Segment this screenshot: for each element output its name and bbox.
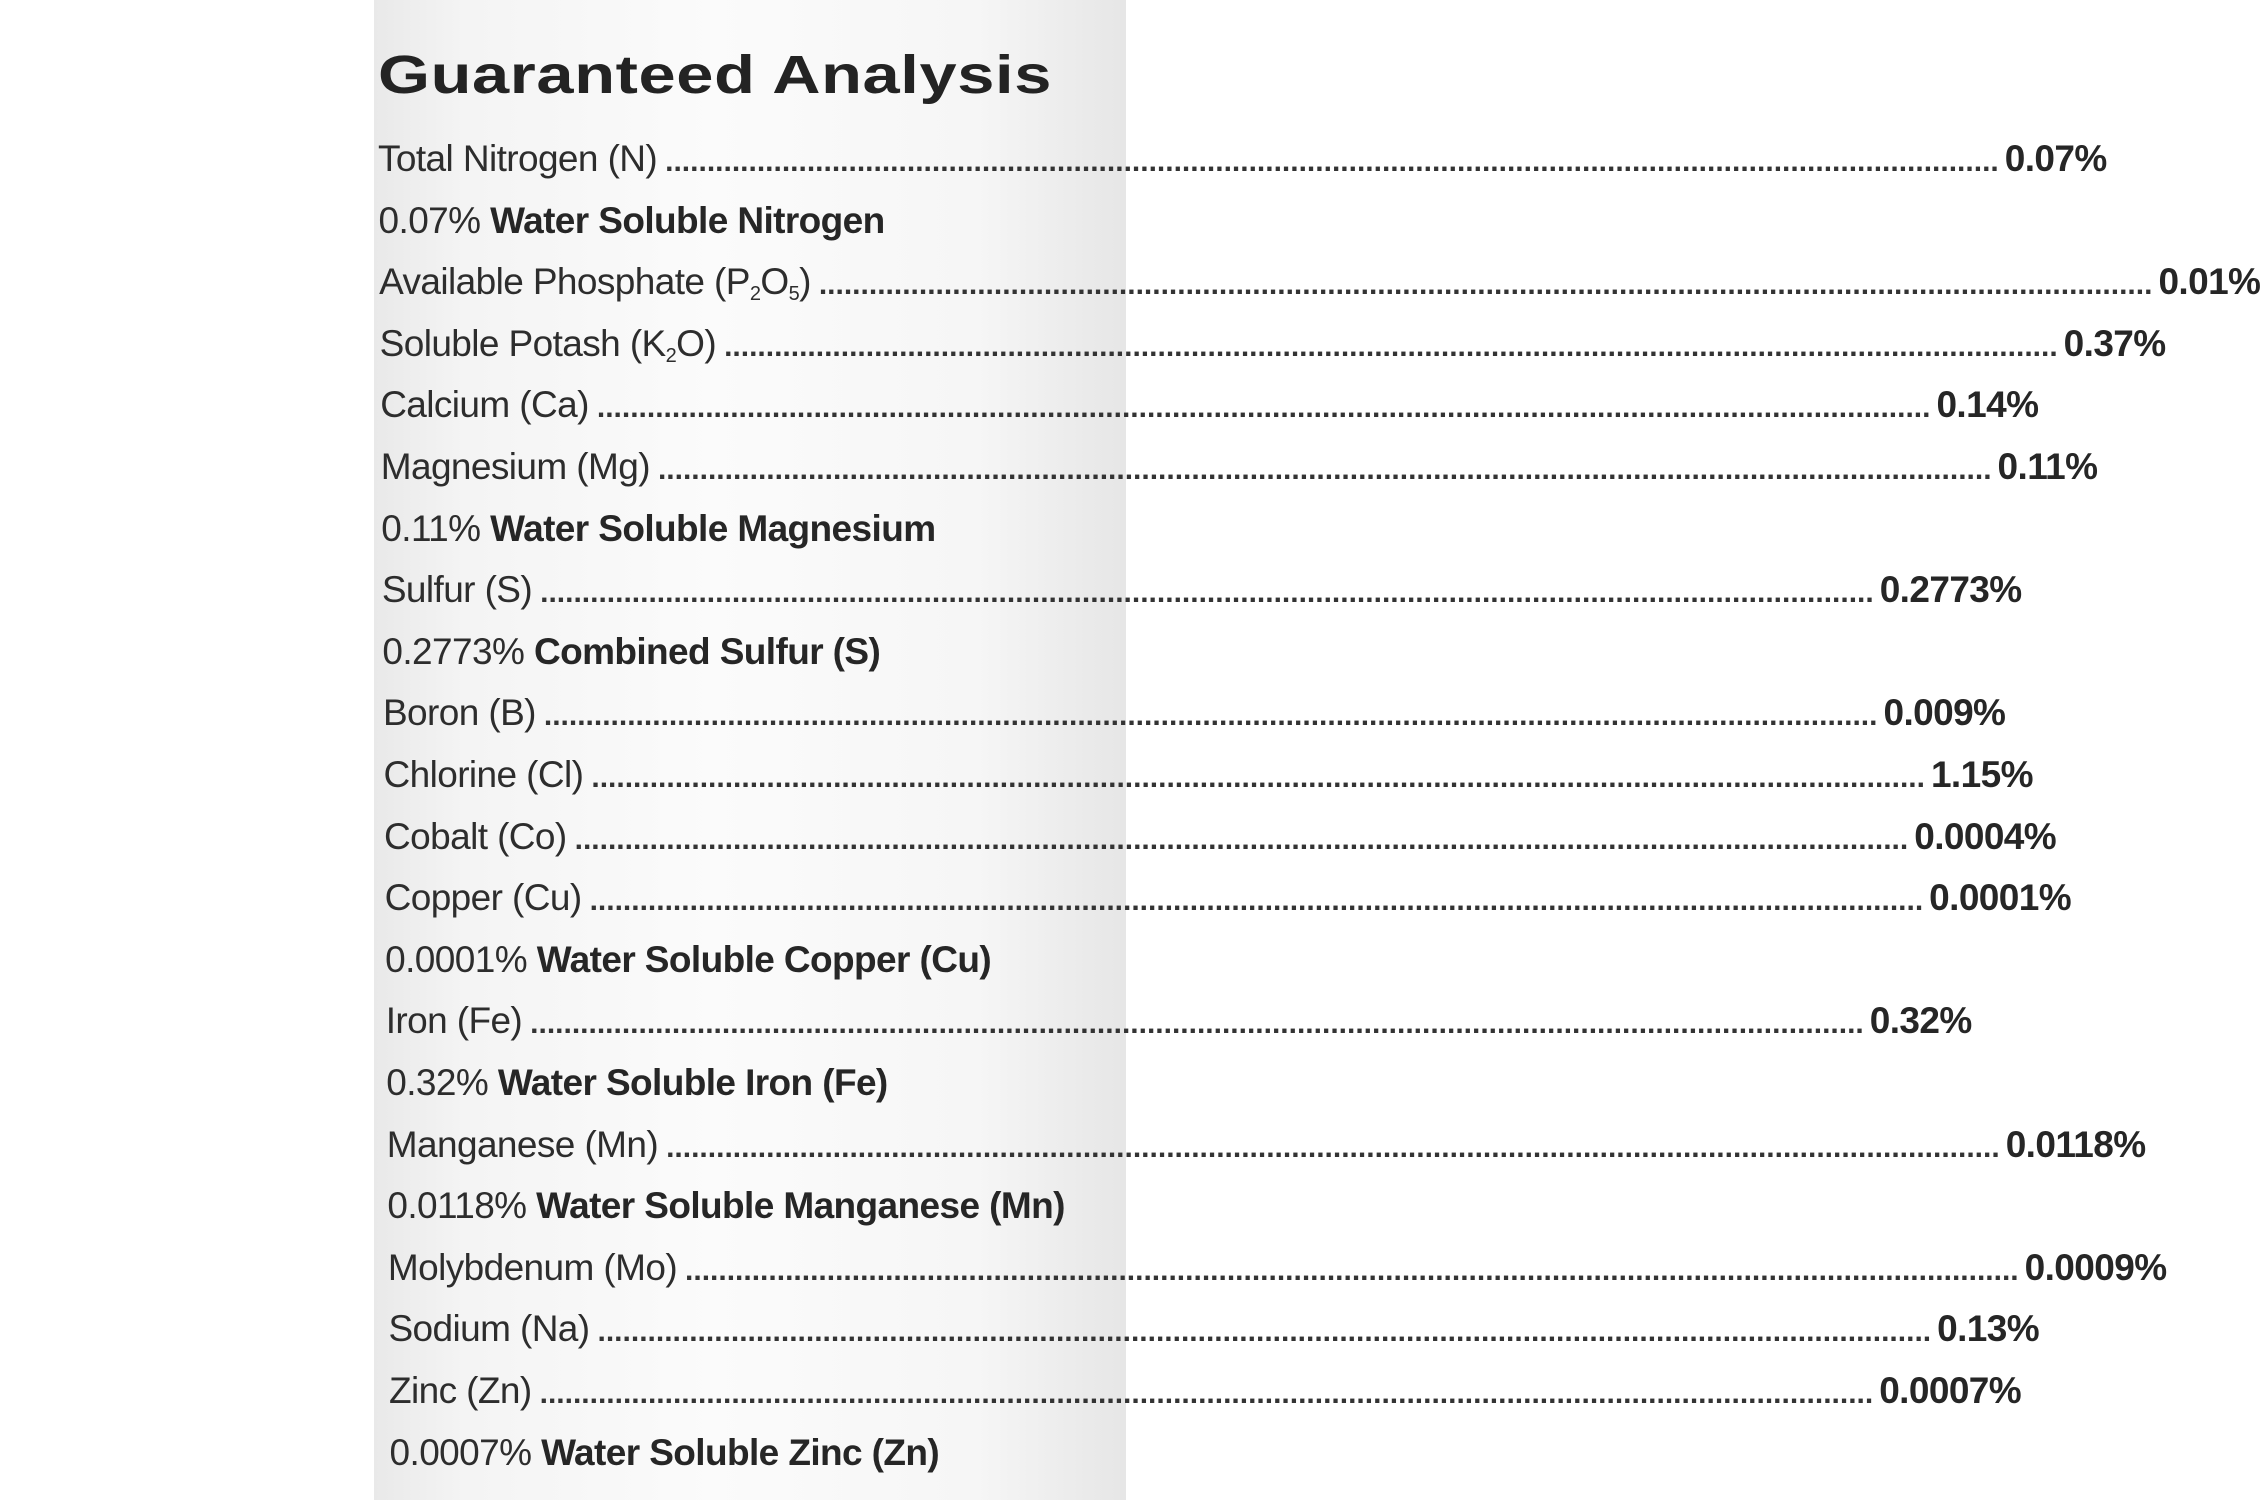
subscript: 5 (788, 283, 800, 306)
analysis-row (389, 1370, 2022, 1418)
subscript: 2 (749, 283, 761, 306)
guaranteed-analysis-heading: Guaranteed Analysis (378, 45, 1052, 105)
note-text: Combined Sulfur (S) (533, 630, 881, 672)
note-text: Water Soluble Iron (Fe) (497, 1062, 888, 1103)
analysis-note (390, 1432, 1080, 1480)
nutrient-name: Iron (Fe) (385, 1000, 523, 1042)
dot-leader: ................................................................................................................................................................ (530, 1007, 1864, 1041)
nutrient-name: Sulfur (S) (381, 569, 533, 611)
note-amount: 0.0001% (385, 938, 528, 980)
nutrient-value: 0.11% (1997, 446, 2098, 487)
analysis-row (382, 692, 2006, 740)
note-text: Water Soluble Copper (Cu) (536, 938, 992, 980)
note-text: Water Soluble Manganese (Mn) (536, 1185, 1065, 1227)
nutrient-name: Zinc (Zn) (389, 1370, 532, 1411)
dot-leader: ................................................................................................................................................................ (543, 699, 1878, 733)
dot-leader: ................................................................................................................................................................ (591, 761, 1925, 794)
dot-leader: ................................................................................................................................................................ (818, 268, 2153, 302)
note-text: Water Soluble Magnesium (490, 507, 936, 549)
analysis-row (383, 754, 2033, 802)
nutrient-name-part: O (760, 261, 789, 303)
nutrient-name: Chlorine (Cl) (383, 754, 584, 795)
nutrient-value: 0.0007% (1879, 1370, 2022, 1411)
nutrient-name-part: O) (676, 322, 717, 364)
analysis-row (387, 1246, 2167, 1295)
nutrient-value: 0.0001% (1929, 877, 2072, 919)
analysis-note (387, 1185, 1077, 1233)
dot-leader: ................................................................................................................................................................ (724, 329, 2058, 363)
dot-leader: ................................................................................................................................................................ (539, 1377, 1874, 1410)
nutrient-value: 0.0009% (2024, 1246, 2167, 1288)
note-amount: 0.11% (381, 507, 481, 549)
nutrient-value: 0.2773% (1879, 569, 2022, 611)
analysis-row (378, 138, 2107, 186)
nutrient-value: 0.0004% (1914, 815, 2057, 857)
analysis-row (379, 261, 2260, 309)
nutrient-value: 0.009% (1883, 692, 2006, 734)
analysis-row (381, 569, 2022, 617)
nutrient-name: Magnesium (Mg) (380, 446, 650, 487)
analysis-row (384, 877, 2072, 925)
dot-leader: ................................................................................................................................................................ (589, 884, 1924, 918)
note-amount: 0.0007% (389, 1431, 532, 1473)
nutrient-name: Sodium (Na) (388, 1308, 590, 1350)
dot-leader: ................................................................................................................................................................ (657, 453, 1992, 486)
nutrient-value: 0.13% (1937, 1308, 2040, 1350)
analysis-row (379, 322, 2166, 371)
note-amount: 0.07% (378, 199, 481, 241)
nutrient-name: Cobalt (Co) (384, 815, 567, 857)
nutrient-name: Copper (Cu) (384, 877, 582, 919)
dot-leader: ................................................................................................................................................................ (665, 145, 1999, 178)
nutrient-value: 0.0118% (2005, 1123, 2146, 1165)
analysis-row (385, 1000, 1972, 1048)
analysis-note (382, 631, 1072, 679)
dot-leader: ................................................................................................................................................................ (666, 1130, 2000, 1164)
nutrient-value: 0.32% (1869, 1000, 1972, 1042)
nutrient-name-part: ) (799, 261, 811, 303)
note-text: Water Soluble Nitrogen (490, 199, 885, 241)
note-text: Water Soluble Zinc (Zn) (541, 1431, 940, 1473)
nutrient-name-part: Available Phosphate (P (379, 261, 750, 303)
subscript: 2 (665, 344, 677, 367)
dot-leader: ................................................................................................................................................................ (540, 576, 1874, 610)
analysis-note (386, 1062, 1076, 1110)
nutrient-name-part: Soluble Potash (K (379, 322, 666, 364)
nutrient-name: Boron (B) (382, 692, 536, 734)
analysis-row (388, 1308, 2040, 1356)
nutrient-value: 0.14% (1936, 384, 2039, 426)
nutrient-name: Molybdenum (Mo) (387, 1246, 678, 1288)
nutrient-value: 0.37% (2063, 322, 2166, 364)
dot-leader: ................................................................................................................................................................ (597, 1315, 1932, 1349)
analysis-note (385, 939, 1075, 987)
analysis-row (380, 384, 2039, 432)
dot-leader: ................................................................................................................................................................ (685, 1253, 2019, 1287)
note-amount: 0.0118% (387, 1185, 527, 1227)
nutrient-name: Total Nitrogen (N) (378, 138, 658, 179)
analysis-row (386, 1123, 2146, 1172)
nutrient-value: 1.15% (1930, 754, 2033, 795)
note-amount: 0.2773% (382, 630, 525, 672)
dot-leader: ................................................................................................................................................................ (574, 822, 1909, 856)
nutrient-value: 0.01% (2158, 261, 2260, 303)
nutrient-value: 0.07% (2004, 138, 2107, 179)
analysis-row (380, 446, 2098, 494)
nutrient-name (380, 323, 716, 365)
nutrient-name (379, 261, 811, 306)
analysis-row (384, 815, 2057, 864)
analysis-note (379, 200, 1069, 248)
nutrient-name: Calcium (Ca) (380, 384, 589, 426)
nutrient-name: Manganese (Mn) (386, 1123, 659, 1165)
dot-leader: ................................................................................................................................................................ (596, 391, 1931, 425)
analysis-note (381, 508, 1071, 556)
note-amount: 0.32% (386, 1062, 489, 1103)
